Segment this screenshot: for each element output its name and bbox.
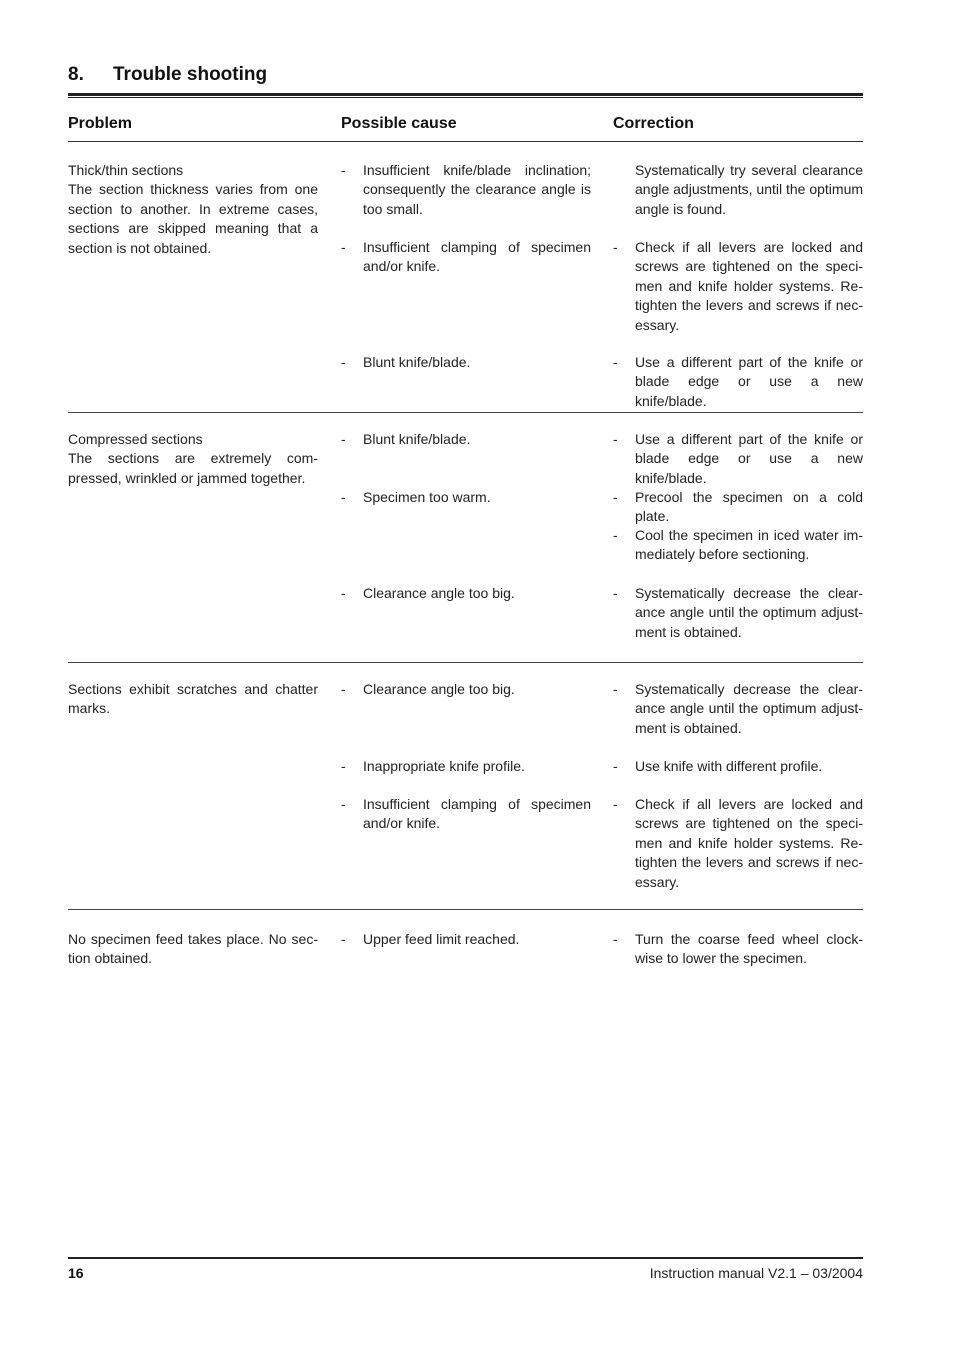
correction-item bbox=[613, 757, 863, 776]
correction-text: Use a different part of the knife or blade edge or use a new knife/blade. bbox=[635, 354, 863, 409]
column-header-correction: Correction bbox=[613, 115, 694, 132]
cause-text: Blunt knife/blade. bbox=[363, 431, 471, 447]
dash: - bbox=[613, 489, 618, 505]
correction-text: Cool the specimen in iced water im- mediately before sectioning. bbox=[635, 527, 863, 563]
dash: - bbox=[613, 681, 618, 697]
dash: - bbox=[613, 239, 618, 255]
cause-item bbox=[341, 238, 591, 277]
row-separator bbox=[68, 909, 863, 910]
dash: - bbox=[613, 796, 618, 812]
row-separator bbox=[68, 412, 863, 413]
correction-text: Turn the coarse feed wheel clock- wise to lower the specimen. bbox=[635, 931, 863, 967]
dash: - bbox=[613, 758, 618, 774]
section-title: Trouble shooting bbox=[113, 64, 268, 85]
section-number: 8. bbox=[68, 64, 84, 85]
problem-title: Compressed sections bbox=[68, 431, 203, 447]
problem-description: Sections exhibit scratches and chatter marks. bbox=[68, 681, 318, 717]
correction-item bbox=[613, 353, 863, 411]
cause-item bbox=[341, 757, 591, 776]
correction-text: Systematically decrease the clear- ance angle until the optimum adjust- ment is obtained. bbox=[635, 585, 863, 640]
cause-text: Specimen too warm. bbox=[363, 489, 491, 505]
footer-rule bbox=[68, 1257, 863, 1259]
dash: - bbox=[613, 585, 618, 601]
dash: - bbox=[341, 681, 346, 697]
dash: - bbox=[341, 489, 346, 505]
column-header-cause: Possible cause bbox=[341, 115, 457, 132]
problem-title: Thick/thin sections bbox=[68, 162, 184, 178]
column-header-problem: Problem bbox=[68, 115, 133, 132]
correction-text: Use knife with different profile. bbox=[635, 758, 823, 774]
dash: - bbox=[341, 162, 346, 178]
correction-text: Check if all levers are locked and screws are tightened on the speci- men and knife holder systems. Re- tighten the levers and screws if nec- essary. bbox=[635, 239, 863, 333]
correction-item bbox=[613, 430, 863, 488]
correction-item bbox=[613, 526, 863, 565]
cause-text: Blunt knife/blade. bbox=[363, 354, 471, 370]
cause-text: Upper feed limit reached. bbox=[363, 931, 520, 947]
cause-item bbox=[341, 430, 591, 449]
cause-text: Clearance angle too big. bbox=[363, 681, 515, 697]
correction-text: Systematically decrease the clear- ance angle until the optimum adjust- ment is obtained. bbox=[635, 681, 863, 736]
cause-text: Insufficient clamping of specimen and/or knife. bbox=[363, 239, 591, 275]
dash: - bbox=[613, 431, 618, 447]
dash: - bbox=[613, 931, 618, 947]
header-rule bbox=[68, 141, 863, 142]
cause-item bbox=[341, 795, 591, 834]
dash: - bbox=[341, 354, 346, 370]
correction-text: Precool the specimen on a cold plate. bbox=[635, 489, 863, 525]
problem-description: No specimen feed takes place. No sec- tion obtained. bbox=[68, 931, 318, 967]
dash: - bbox=[613, 354, 618, 370]
correction-text: Use a different part of the knife or blade edge or use a new knife/blade. bbox=[635, 431, 863, 486]
cause-item bbox=[341, 161, 591, 219]
cause-text: Insufficient knife/blade inclination; consequently the clearance angle is too small. bbox=[363, 162, 591, 217]
dash: - bbox=[341, 431, 346, 447]
dash bbox=[613, 161, 635, 219]
manual-version: Instruction manual V2.1 – 03/2004 bbox=[649, 1265, 863, 1281]
heading-rule-thin bbox=[68, 97, 863, 98]
problem-cell bbox=[68, 430, 318, 488]
row-separator bbox=[68, 662, 863, 663]
problem-cell bbox=[68, 161, 318, 258]
correction-item bbox=[613, 488, 863, 527]
cause-text: Clearance angle too big. bbox=[363, 585, 515, 601]
cause-text: Inappropriate knife profile. bbox=[363, 758, 525, 774]
cause-item bbox=[341, 930, 591, 949]
problem-description: The section thickness varies from one section to another. In extreme cases, sections are skipped meaning that a section is not obtained. bbox=[68, 181, 318, 256]
correction-item bbox=[613, 161, 863, 219]
dash: - bbox=[341, 239, 346, 255]
cause-item bbox=[341, 680, 591, 699]
correction-item bbox=[613, 795, 863, 892]
cause-text: Insufficient clamping of specimen and/or knife. bbox=[363, 796, 591, 832]
section-heading bbox=[68, 64, 267, 86]
cause-item bbox=[341, 584, 591, 603]
cause-item bbox=[341, 353, 591, 372]
correction-item bbox=[613, 238, 863, 335]
dash: - bbox=[341, 585, 346, 601]
dash: - bbox=[341, 796, 346, 812]
dash: - bbox=[613, 527, 618, 543]
cause-item bbox=[341, 488, 591, 507]
correction-item bbox=[613, 680, 863, 738]
problem-description: The sections are extremely com- pressed, wrinkled or jammed together. bbox=[68, 450, 318, 486]
page-number: 16 bbox=[68, 1265, 84, 1281]
heading-rule bbox=[68, 93, 863, 96]
problem-cell bbox=[68, 930, 318, 969]
dash: - bbox=[341, 758, 346, 774]
correction-item bbox=[613, 930, 863, 969]
correction-text: Check if all levers are locked and screws are tightened on the speci- men and knife holder systems. Re- tighten the levers and screws if nec- essary. bbox=[635, 796, 863, 890]
correction-text: Systematically try several clearance angle adjustments, until the optimum angle is found. bbox=[635, 162, 864, 217]
correction-item bbox=[613, 584, 863, 642]
dash: - bbox=[341, 931, 346, 947]
problem-cell bbox=[68, 680, 318, 719]
